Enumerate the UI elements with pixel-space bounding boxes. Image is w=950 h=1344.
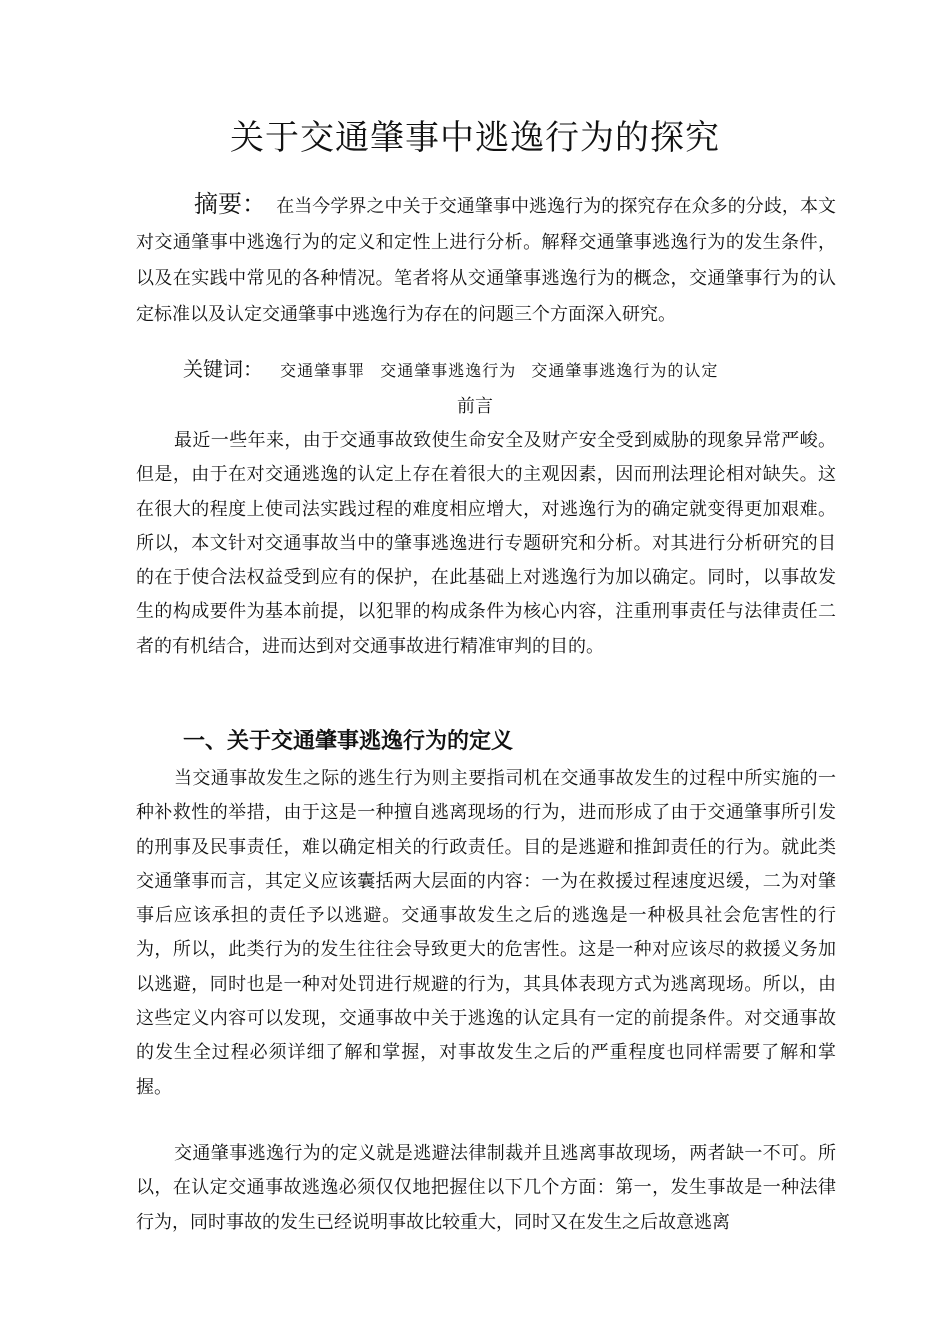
keyword-item: 交通肇事罪 bbox=[280, 361, 366, 380]
keyword-item: 交通肇事逃逸行为的认定 bbox=[531, 361, 719, 380]
abstract-text: 在当今学界之中关于交通肇事中逃逸行为的探究存在众多的分歧，本文对交通肇事中逃逸行为的定义和定性上进行分析。解释交通肇事逃逸行为的发生条件，以及在实践中常见的各种情况。笔者将从交通肇事逃逸行为的概念，交通肇事行为的认定标准以及认定交通肇事中逃逸行为存在的问题三个方面深入研究。 bbox=[136, 196, 837, 325]
section-heading: 一、关于交通肇事逃逸行为的定义 bbox=[183, 729, 514, 754]
document-title: 关于交通肇事中逃逸行为的探究 bbox=[230, 118, 720, 158]
preface-heading: 前言 bbox=[457, 396, 493, 417]
body-paragraph: 当交通事故发生之际的逃生行为则主要指司机在交通事故发生的过程中所实施的一种补救性的举措，由于这是一种擅自逃离现场的行为，进而形成了由于交通肇事所引发的刑事及民事责任，难以确定相关的行政责任。目的是逃避和推卸责任的行为。就此类交通肇事而言，其定义应该囊括两大层面的内容：一为在救援过程速度迟缓，二为对肇事后应该承担的责任予以逃避。交通事故发生之后的逃逸是一种极具社会危害性的行为，所以，此类行为的发生往往会导致更大的危害性。这是一种对应该尽的救援义务加以逃避，同时也是一种对处罚进行规避的行为，其具体表现方式为逃离现场。所以，由这些定义内容可以发现，交通事故中关于逃逸的认定具有一定的前提条件。对交通事故的发生全过程必须详细了解和掌握，对事故发生之后的严重程度也同样需要了解和掌握。 bbox=[136, 768, 836, 1098]
keywords-line bbox=[183, 352, 903, 388]
keywords-label: 关键词： bbox=[183, 357, 263, 381]
abstract-block bbox=[136, 186, 836, 333]
keyword-item: 交通肇事逃逸行为 bbox=[380, 361, 517, 380]
abstract-label: 摘要： bbox=[194, 190, 267, 218]
body-paragraph: 交通肇事逃逸行为的定义就是逃避法律制裁并且逃离事故现场，两者缺一不可。所以，在认定交通事故逃逸必须仅仅地把握住以下几个方面：第一，发生事故是一种法律行为，同时事故的发生已经说明事故比较重大，同时又在发生之后故意逃离 bbox=[136, 1143, 836, 1233]
preface-paragraph: 最近一些年来，由于交通事故致使生命安全及财产安全受到威胁的现象异常严峻。但是，由于在对交通逃逸的认定上存在着很大的主观因素，因而刑法理论相对缺失。这在很大的程度上使司法实践过程的难度相应增大，对逃逸行为的确定就变得更加艰难。所以，本文针对交通事故当中的肇事逃逸进行专题研究和分析。对其进行分析研究的目的在于使合法权益受到应有的保护，在此基础上对逃逸行为加以确定。同时，以事故发生的构成要件为基本前提，以犯罪的构成条件为核心内容，注重刑事责任与法律责任二者的有机结合，进而达到对交通事故进行精准审判的目的。 bbox=[136, 430, 836, 657]
